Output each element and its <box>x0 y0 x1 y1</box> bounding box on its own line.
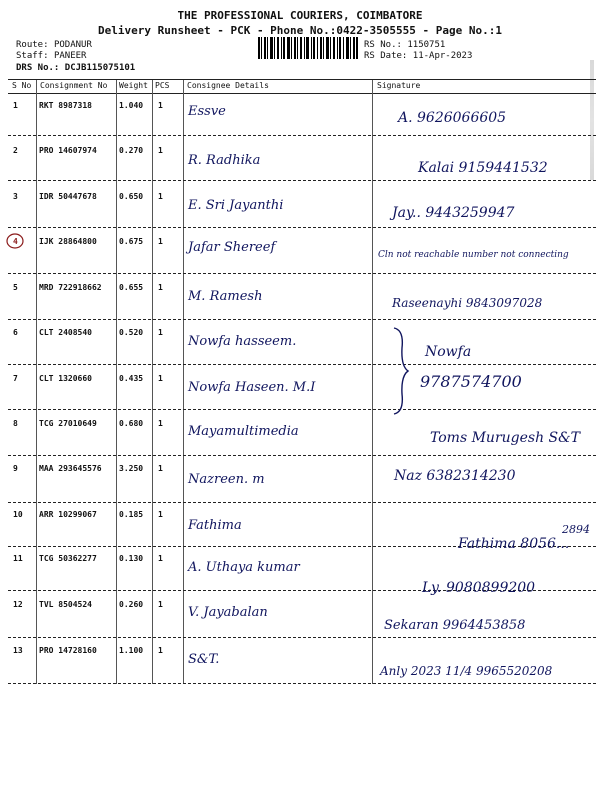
row-sno: 1 <box>13 101 18 110</box>
row-consignment-no: CLT 1320660 <box>39 374 92 383</box>
row-weight: 0.675 <box>119 237 144 246</box>
row-consignment-no: CLT 2408540 <box>39 328 92 337</box>
staff-value: PANEER <box>53 51 87 61</box>
col-divider <box>152 80 153 684</box>
scan-edge-mark <box>590 60 594 180</box>
row-weight: 1.040 <box>119 101 144 110</box>
row-consignment-no: MRD 722918662 <box>39 283 102 292</box>
row-consignment-no: PRO 14728160 <box>39 646 97 655</box>
row-weight: 0.650 <box>119 192 144 201</box>
rs-date-field <box>364 51 472 61</box>
row-weight: 0.185 <box>119 510 144 519</box>
row-signature: Raseenayhi 9843097028 <box>392 296 543 310</box>
row-sno: 5 <box>13 283 18 292</box>
row-divider <box>8 683 596 684</box>
route-value: PODANUR <box>53 40 92 50</box>
row-consignment-no: TCG 50362277 <box>39 554 97 563</box>
row-signature: Ly. 9080899200 <box>422 580 536 596</box>
row-signature: Nowfa <box>425 344 472 360</box>
row-divider <box>8 273 596 274</box>
row-pcs: 1 <box>158 646 163 655</box>
row-consignee: Fathima <box>188 518 242 533</box>
row-consignee: S&T. <box>188 652 220 667</box>
col-header-consignment: Consignment No <box>40 81 108 90</box>
row-consignee: M. Ramesh <box>188 289 263 304</box>
header-bottom-rule <box>8 93 596 94</box>
row-sno: 12 <box>13 600 23 609</box>
row-consignment-no: IJK 28864800 <box>39 237 97 246</box>
drs-label: DRS No.: <box>16 63 60 73</box>
col-divider <box>372 80 373 684</box>
rs-date-value: 11-Apr-2023 <box>412 51 473 61</box>
row-divider <box>8 180 596 181</box>
drs-field <box>16 63 135 73</box>
row-sno: 6 <box>13 328 18 337</box>
row-consignment-no: ARR 10299067 <box>39 510 97 519</box>
row-consignee: V. Jayabalan <box>188 605 268 620</box>
row-pcs: 1 <box>158 374 163 383</box>
row-weight: 0.520 <box>119 328 144 337</box>
row-consignee: Nowfa Haseen. M.I <box>188 380 316 395</box>
row-signature: Anly 2023 11/4 9965520208 <box>380 664 553 678</box>
row-sno: 4 <box>13 237 18 246</box>
row-signature: Fathima 8056... <box>458 536 570 552</box>
row-signature: 9787574700 <box>420 372 522 391</box>
row-signature: Kalai 9159441532 <box>418 160 548 176</box>
row-sno: 11 <box>13 554 23 563</box>
row-sno: 3 <box>13 192 18 201</box>
row-weight: 0.655 <box>119 283 144 292</box>
row-signature: Cln not reachable number not connecting <box>378 250 569 260</box>
row-pcs: 1 <box>158 328 163 337</box>
row-sno: 10 <box>13 510 23 519</box>
rs-no-label: RS No.: <box>364 40 402 50</box>
rs-date-label: RS Date: <box>364 51 408 61</box>
col-divider <box>116 80 117 684</box>
row-consignee: Mayamultimedia <box>188 424 299 439</box>
row-divider <box>8 319 596 320</box>
col-header-weight: Weight <box>119 81 148 90</box>
row-weight: 1.100 <box>119 646 144 655</box>
row-weight: 0.680 <box>119 419 144 428</box>
row-divider <box>8 455 596 456</box>
runsheet-subtitle: Delivery Runsheet - PCK - Phone No.:0422-3505555 - Page No.:1 <box>98 24 502 37</box>
curly-brace-mark <box>392 326 410 416</box>
row-consignment-no: IDR 50447678 <box>39 192 97 201</box>
row-consignment-no: TVL 8504524 <box>39 600 92 609</box>
col-divider <box>183 80 184 684</box>
row-consignee: Nowfa hasseem. <box>188 334 297 349</box>
row-weight: 0.260 <box>119 600 144 609</box>
row-signature: Jay.. 9443259947 <box>392 205 515 221</box>
col-header-consignee: Consignee Details <box>187 81 269 90</box>
row-pcs: 1 <box>158 237 163 246</box>
margin-note: 2894 <box>562 523 590 536</box>
col-header-sno: S No <box>12 81 32 90</box>
row-weight: 0.130 <box>119 554 144 563</box>
col-header-pcs: PCS <box>155 81 170 90</box>
rs-no-value: 1150751 <box>407 40 446 50</box>
row-consignment-no: PRO 14607974 <box>39 146 97 155</box>
row-consignee: E. Sri Jayanthi <box>188 198 284 213</box>
route-label: Route: <box>16 40 49 50</box>
row-signature: Naz 6382314230 <box>394 468 516 484</box>
row-pcs: 1 <box>158 283 163 292</box>
row-signature: Toms Murugesh S&T <box>430 430 580 446</box>
row-sno: 2 <box>13 146 18 155</box>
row-pcs: 1 <box>158 554 163 563</box>
row-divider <box>8 135 596 136</box>
row-divider <box>8 227 596 228</box>
row-sno: 7 <box>13 374 18 383</box>
row-pcs: 1 <box>158 101 163 110</box>
table-top-rule <box>8 79 596 80</box>
row-consignment-no: TCG 27010649 <box>39 419 97 428</box>
row-pcs: 1 <box>158 464 163 473</box>
row-pcs: 1 <box>158 510 163 519</box>
row-consignee: Jafar Shereef <box>188 240 276 255</box>
company-title: THE PROFESSIONAL COURIERS, COIMBATORE <box>177 9 423 22</box>
row-pcs: 1 <box>158 146 163 155</box>
row-pcs: 1 <box>158 192 163 201</box>
col-divider <box>36 80 37 684</box>
row-weight: 0.270 <box>119 146 144 155</box>
drs-value: DCJB115075101 <box>64 63 136 73</box>
rs-no-field <box>364 40 445 50</box>
row-consignee: Nazreen. m <box>188 472 265 487</box>
barcode-image <box>258 37 358 59</box>
staff-field <box>16 51 86 61</box>
row-signature: A. 9626066605 <box>398 110 507 126</box>
col-header-signature: Signature <box>377 81 421 90</box>
row-pcs: 1 <box>158 600 163 609</box>
row-consignment-no: RKT 8987318 <box>39 101 92 110</box>
staff-label: Staff: <box>16 51 49 61</box>
row-pcs: 1 <box>158 419 163 428</box>
row-weight: 3.250 <box>119 464 144 473</box>
row-consignment-no: MAA 293645576 <box>39 464 102 473</box>
row-weight: 0.435 <box>119 374 144 383</box>
row-sno: 8 <box>13 419 18 428</box>
row-divider <box>8 409 596 410</box>
row-divider <box>8 364 596 365</box>
row-sno: 9 <box>13 464 18 473</box>
row-consignee: R. Radhika <box>188 153 261 168</box>
row-consignee: Essve <box>188 104 226 119</box>
row-divider <box>8 637 596 638</box>
row-divider <box>8 502 596 503</box>
row-signature: Sekaran 9964453858 <box>384 618 526 633</box>
route-field <box>16 40 92 50</box>
row-sno: 13 <box>13 646 23 655</box>
row-consignee: A. Uthaya kumar <box>188 560 300 575</box>
